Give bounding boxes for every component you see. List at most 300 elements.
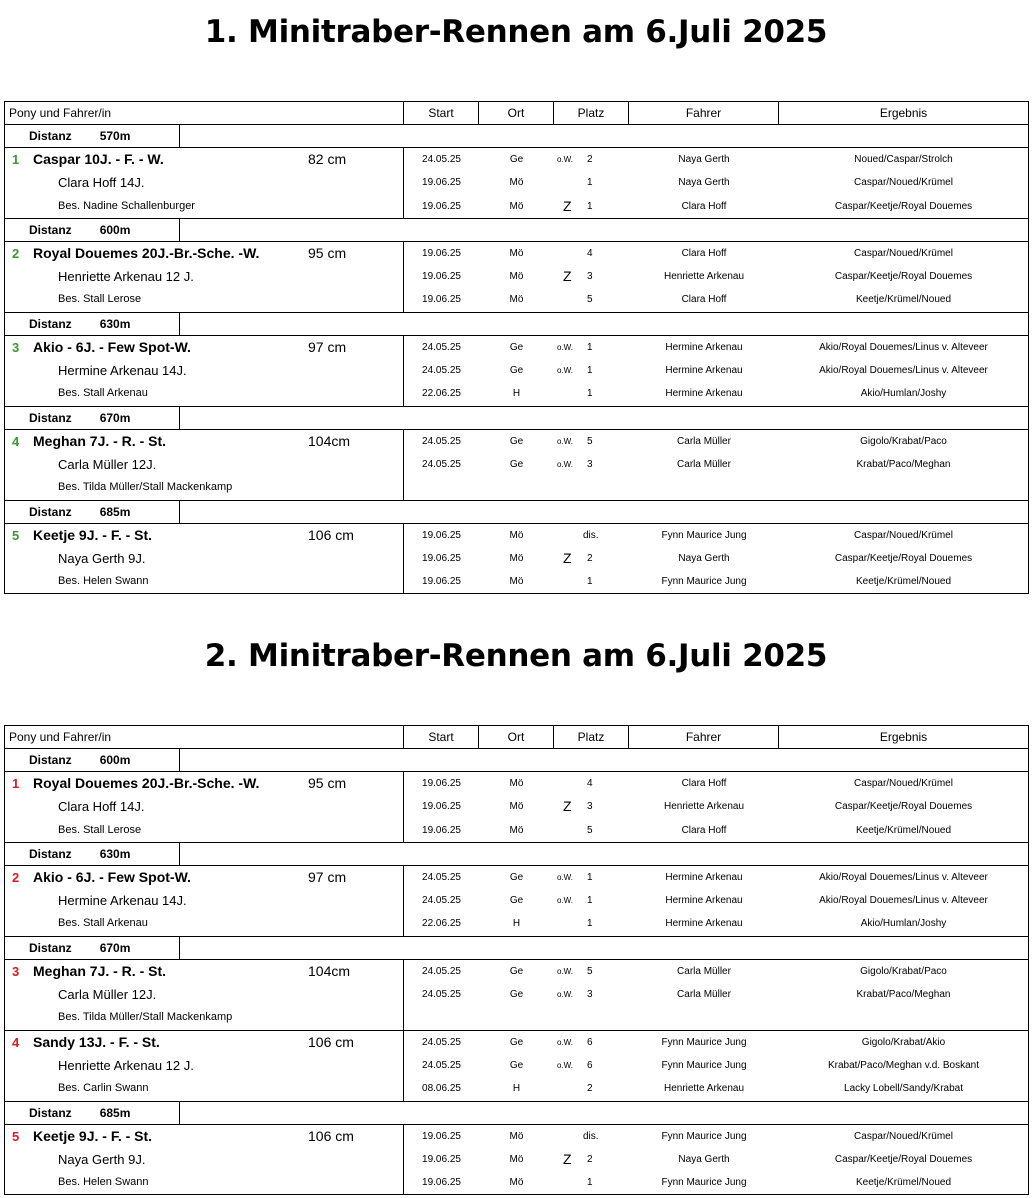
distance-label: Distanz xyxy=(29,222,72,237)
run-row xyxy=(404,960,1028,983)
distance-cell xyxy=(5,937,180,959)
pony-line xyxy=(5,960,403,983)
run-list xyxy=(404,960,1028,1030)
pony-line xyxy=(5,148,403,171)
pony-line xyxy=(5,866,403,889)
run-flag: o.W. xyxy=(557,459,574,469)
pony-size: 82 cm xyxy=(308,151,347,167)
run-row xyxy=(404,1054,1028,1077)
start-number: 3 xyxy=(12,339,20,355)
pony-entry xyxy=(5,960,1028,1031)
pony-name: Keetje 9J. - F. - St. xyxy=(33,526,153,543)
run-ort: Ge xyxy=(509,365,524,377)
run-row xyxy=(404,866,1028,889)
run-start: 24.05.25 xyxy=(422,365,461,377)
run-ergebnis: Krabat/Paco/Meghan xyxy=(856,458,951,470)
run-row xyxy=(404,148,1028,171)
run-fahrer: Hermine Arkenau xyxy=(665,365,743,377)
run-ort: Mö xyxy=(509,1177,524,1189)
run-row xyxy=(404,912,1028,935)
run-fahrer: Naya Gerth xyxy=(678,552,730,564)
pony-name: Akio - 6J. - Few Spot-W. xyxy=(33,338,191,355)
run-ergebnis: Caspar/Noued/Krümel xyxy=(854,529,953,541)
run-start: 24.05.25 xyxy=(422,1059,461,1071)
start-number: 4 xyxy=(12,1034,20,1050)
run-ort: H xyxy=(512,918,521,930)
run-row xyxy=(404,359,1028,382)
pony-size: 106 cm xyxy=(308,1033,354,1050)
run-platz-cell xyxy=(554,819,629,842)
start-number: 1 xyxy=(12,776,20,791)
run-start: 24.05.25 xyxy=(422,154,461,165)
run-row xyxy=(404,171,1028,194)
run-ort: Mö xyxy=(509,200,524,212)
distance-value: 600m xyxy=(99,753,131,767)
run-list xyxy=(404,866,1028,936)
run-row xyxy=(404,772,1028,795)
run-fahrer: Clara Hoff xyxy=(681,200,727,212)
distance-value: 685m xyxy=(99,504,131,519)
run-fahrer: Naya Gerth xyxy=(678,154,730,165)
run-fahrer: Clara Hoff xyxy=(681,778,727,789)
run-ergebnis: Keetje/Krümel/Noued xyxy=(855,824,952,836)
run-platz: 5 xyxy=(587,965,593,977)
distance-value: 670m xyxy=(99,410,131,425)
run-row xyxy=(404,547,1028,570)
run-ort: Ge xyxy=(509,1059,524,1071)
distance-value: 570m xyxy=(99,129,131,143)
run-platz: 6 xyxy=(587,1036,593,1048)
run-platz-cell xyxy=(554,430,629,453)
run-platz-cell xyxy=(554,866,629,889)
run-fahrer: Henriette Arkenau xyxy=(663,1083,745,1095)
run-ergebnis: Caspar/Keetje/Royal Douemes xyxy=(834,1153,973,1165)
run-start: 24.05.25 xyxy=(422,435,461,447)
pony-cell xyxy=(5,242,404,312)
run-platz: 5 xyxy=(587,824,593,836)
distance-row xyxy=(5,749,1028,772)
run-list xyxy=(404,148,1028,218)
run-ergebnis: Krabat/Paco/Meghan xyxy=(856,989,951,1001)
pony-line xyxy=(5,242,403,265)
run-platz: 3 xyxy=(587,989,593,1001)
run-fahrer: Naya Gerth xyxy=(678,177,730,189)
run-flag: o.W. xyxy=(557,436,574,446)
run-fahrer: Carla Müller xyxy=(677,965,731,977)
run-row xyxy=(404,795,1028,818)
run-start: 24.05.25 xyxy=(422,458,461,470)
run-flag: o.W. xyxy=(557,1060,574,1070)
run-fahrer: Fynn Maurice Jung xyxy=(661,529,747,541)
run-platz: 5 xyxy=(587,294,593,306)
pony-name: Meghan 7J. - R. - St. xyxy=(33,962,167,979)
run-ergebnis: Gigolo/Krabat/Paco xyxy=(860,965,947,977)
owner-name: Bes. Stall Lerose xyxy=(58,823,142,836)
run-row xyxy=(404,430,1028,453)
run-ort: Mö xyxy=(509,271,524,283)
distance-value: 630m xyxy=(99,316,131,331)
run-ort: Mö xyxy=(509,1153,524,1165)
run-flag: Z xyxy=(563,197,572,214)
run-row xyxy=(404,819,1028,842)
run-platz-cell xyxy=(554,1077,629,1100)
run-fahrer: Fynn Maurice Jung xyxy=(661,1177,747,1189)
race-title: 2. Minitraber-Rennen am 6.Juli 2025 xyxy=(204,638,828,674)
run-start: 24.05.25 xyxy=(422,341,461,353)
run-platz-cell xyxy=(554,148,629,171)
pony-entry xyxy=(5,336,1028,407)
start-number: 5 xyxy=(12,527,20,543)
distance-label: Distanz xyxy=(29,316,72,331)
run-flag: o.W. xyxy=(557,155,574,164)
pony-cell xyxy=(5,866,404,936)
run-ort: Ge xyxy=(509,965,524,977)
run-platz-cell xyxy=(554,382,629,405)
pony-name: Royal Douemes 20J.-Br.-Sche. -W. xyxy=(33,244,260,261)
driver-name: Clara Hoff 14J. xyxy=(58,175,145,191)
run-start: 19.06.25 xyxy=(422,1130,461,1142)
run-fahrer: Hermine Arkenau xyxy=(665,871,743,883)
header-pony: Pony und Fahrer/in xyxy=(5,726,404,748)
run-platz: 2 xyxy=(587,1083,593,1095)
header-ort: Ort xyxy=(479,102,554,124)
pony-cell xyxy=(5,960,404,1030)
run-fahrer: Clara Hoff xyxy=(681,247,727,259)
run-ort: H xyxy=(512,388,521,400)
run-ort: Mö xyxy=(509,552,524,564)
run-platz-cell xyxy=(554,795,629,818)
distance-label: Distanz xyxy=(29,753,72,767)
run-ort: Mö xyxy=(509,824,524,836)
run-ort: Ge xyxy=(509,1036,524,1048)
run-fahrer: Hermine Arkenau xyxy=(665,388,743,400)
pony-name: Sandy 13J. - F. - St. xyxy=(33,1033,160,1050)
run-ergebnis: Akio/Humlan/Joshy xyxy=(860,388,947,400)
run-ergebnis: Akio/Royal Douemes/Linus v. Alteveer xyxy=(819,341,988,353)
pony-name: Caspar 10J. - F. - W. xyxy=(33,151,164,167)
run-start: 19.06.25 xyxy=(422,552,461,564)
owner-name: Bes. Helen Swann xyxy=(58,575,149,588)
pony-size: 97 cm xyxy=(308,868,347,885)
pony-line xyxy=(5,336,403,359)
run-platz-cell xyxy=(554,288,629,311)
run-ort: Ge xyxy=(509,154,524,165)
run-ergebnis: Akio/Royal Douemes/Linus v. Alteveer xyxy=(819,871,988,883)
driver-name: Naya Gerth 9J. xyxy=(58,1151,146,1167)
pony-cell xyxy=(5,336,404,406)
run-row xyxy=(404,570,1028,593)
distance-cell xyxy=(5,125,180,147)
pony-line xyxy=(5,1125,403,1148)
pony-entry xyxy=(5,148,1028,219)
distance-label: Distanz xyxy=(29,1105,72,1120)
run-ort: Mö xyxy=(509,529,524,541)
run-flag: o.W. xyxy=(557,872,574,882)
run-row xyxy=(404,1171,1028,1194)
run-ort: Mö xyxy=(509,177,524,189)
run-start: 19.06.25 xyxy=(422,778,461,789)
run-fahrer: Carla Müller xyxy=(677,435,731,447)
run-platz: 1 xyxy=(587,365,593,377)
run-platz: 1 xyxy=(587,200,593,212)
run-start: 19.06.25 xyxy=(422,529,461,541)
run-ort: Mö xyxy=(509,1130,524,1142)
run-list xyxy=(404,430,1028,500)
distance-value: 600m xyxy=(99,222,131,237)
run-start: 19.06.25 xyxy=(422,576,461,588)
distance-row xyxy=(5,1102,1028,1125)
run-start: 19.06.25 xyxy=(422,177,461,189)
run-list xyxy=(404,1031,1028,1101)
run-row xyxy=(404,242,1028,265)
run-flag: o.W. xyxy=(557,896,574,906)
run-platz-cell xyxy=(554,336,629,359)
run-start: 08.06.25 xyxy=(422,1083,461,1095)
run-ort: Mö xyxy=(509,778,524,789)
run-platz-cell xyxy=(554,570,629,593)
run-ergebnis: Akio/Royal Douemes/Linus v. Alteveer xyxy=(819,365,988,377)
owner-name: Bes. Tilda Müller/Stall Mackenkamp xyxy=(58,1011,233,1024)
distance-cell xyxy=(5,219,180,241)
run-platz: 1 xyxy=(587,341,593,353)
run-platz-cell xyxy=(554,960,629,983)
run-platz-cell xyxy=(554,983,629,1006)
pony-entry xyxy=(5,1031,1028,1102)
run-ergebnis: Noued/Caspar/Strolch xyxy=(854,154,953,165)
table-header xyxy=(5,102,1028,125)
pony-size: 104cm xyxy=(308,432,351,449)
run-fahrer: Clara Hoff xyxy=(681,824,727,836)
run-fahrer: Hermine Arkenau xyxy=(665,895,743,907)
distance-label: Distanz xyxy=(29,940,72,955)
header-fahrer: Fahrer xyxy=(629,726,779,748)
run-platz: 5 xyxy=(587,435,593,447)
race-title: 1. Minitraber-Rennen am 6.Juli 2025 xyxy=(204,14,828,50)
run-row xyxy=(404,889,1028,912)
run-platz-cell xyxy=(554,912,629,935)
run-ergebnis: Gigolo/Krabat/Akio xyxy=(861,1036,946,1048)
header-platz: Platz xyxy=(554,102,629,124)
run-start: 19.06.25 xyxy=(422,247,461,259)
pony-entry xyxy=(5,524,1028,594)
distance-row xyxy=(5,407,1028,430)
run-fahrer: Hermine Arkenau xyxy=(665,341,743,353)
run-platz-cell xyxy=(554,195,629,218)
run-ort: Ge xyxy=(509,458,524,470)
run-platz-cell xyxy=(554,171,629,194)
run-flag: o.W. xyxy=(557,366,574,376)
run-flag: o.W. xyxy=(557,342,574,352)
distance-row xyxy=(5,219,1028,242)
distance-row xyxy=(5,501,1028,524)
header-fahrer: Fahrer xyxy=(629,102,779,124)
run-ort: Ge xyxy=(509,895,524,907)
owner-name: Bes. Stall Arkenau xyxy=(58,917,148,930)
driver-name: Carla Müller 12J. xyxy=(58,456,157,472)
distance-cell xyxy=(5,407,180,429)
run-row xyxy=(404,265,1028,288)
run-platz: dis. xyxy=(583,1130,599,1142)
run-fahrer: Clara Hoff xyxy=(681,294,727,306)
pony-name: Keetje 9J. - F. - St. xyxy=(33,1127,153,1144)
run-fahrer: Hermine Arkenau xyxy=(665,918,743,930)
run-ergebnis: Caspar/Noued/Krümel xyxy=(854,778,953,789)
run-fahrer: Fynn Maurice Jung xyxy=(661,1130,747,1142)
pony-cell xyxy=(5,1031,404,1101)
pony-size: 106 cm xyxy=(308,526,354,543)
pony-entry xyxy=(5,772,1028,843)
distance-row xyxy=(5,313,1028,336)
pony-entry xyxy=(5,430,1028,501)
distance-value: 685m xyxy=(99,1105,131,1120)
owner-name: Bes. Helen Swann xyxy=(58,1176,149,1189)
run-ort: Ge xyxy=(509,989,524,1001)
run-ort: Mö xyxy=(509,801,524,813)
run-platz-cell xyxy=(554,889,629,912)
run-list xyxy=(404,524,1028,594)
run-start: 24.05.25 xyxy=(422,1036,461,1048)
run-row xyxy=(404,195,1028,218)
run-fahrer: Carla Müller xyxy=(677,989,731,1001)
driver-name: Carla Müller 12J. xyxy=(58,987,157,1003)
run-platz: 1 xyxy=(587,1177,593,1189)
run-fahrer: Fynn Maurice Jung xyxy=(661,1059,747,1071)
run-platz: 1 xyxy=(587,871,593,883)
header-start: Start xyxy=(404,102,479,124)
distance-cell xyxy=(5,843,180,865)
run-platz-cell xyxy=(554,1171,629,1194)
pony-cell xyxy=(5,524,404,594)
race-table xyxy=(4,725,1029,1195)
distance-row xyxy=(5,937,1028,960)
run-row xyxy=(404,453,1028,476)
run-row xyxy=(404,524,1028,547)
run-start: 19.06.25 xyxy=(422,1153,461,1165)
owner-name: Bes. Nadine Schallenburger xyxy=(58,199,195,212)
owner-name: Bes. Stall Lerose xyxy=(58,293,142,306)
distance-value: 670m xyxy=(99,940,131,955)
distance-cell xyxy=(5,1102,180,1124)
driver-name: Hermine Arkenau 14J. xyxy=(58,363,187,379)
run-fahrer: Fynn Maurice Jung xyxy=(661,1036,747,1048)
header-ort: Ort xyxy=(479,726,554,748)
pony-cell xyxy=(5,148,404,218)
run-ort: Ge xyxy=(509,435,524,447)
run-ort: Ge xyxy=(509,341,524,353)
run-row xyxy=(404,1077,1028,1100)
run-platz-cell xyxy=(554,1054,629,1077)
pony-line xyxy=(5,1031,403,1054)
run-start: 24.05.25 xyxy=(422,989,461,1001)
distance-label: Distanz xyxy=(29,846,72,861)
run-platz: 1 xyxy=(587,895,593,907)
start-number: 2 xyxy=(12,869,20,885)
run-row xyxy=(404,288,1028,311)
header-pony: Pony und Fahrer/in xyxy=(5,102,404,124)
owner-name: Bes. Tilda Müller/Stall Mackenkamp xyxy=(58,481,233,494)
pony-entry xyxy=(5,242,1028,313)
distance-row xyxy=(5,843,1028,866)
run-fahrer: Carla Müller xyxy=(677,458,731,470)
pony-name: Royal Douemes 20J.-Br.-Sche. -W. xyxy=(33,775,260,791)
run-platz-cell xyxy=(554,547,629,570)
table-header xyxy=(5,726,1028,749)
race-table xyxy=(4,101,1029,594)
header-ergebnis: Ergebnis xyxy=(879,106,928,120)
distance-row xyxy=(5,125,1028,148)
run-fahrer: Henriette Arkenau xyxy=(663,271,745,283)
owner-name: Bes. Carlin Swann xyxy=(58,1082,149,1095)
run-ergebnis: Caspar/Noued/Krümel xyxy=(854,247,953,259)
run-list xyxy=(404,772,1028,842)
run-platz-cell xyxy=(554,1031,629,1054)
run-platz-cell xyxy=(554,453,629,476)
run-platz: 6 xyxy=(587,1059,593,1071)
pony-entry xyxy=(5,1125,1028,1195)
run-row xyxy=(404,1031,1028,1054)
run-ort: Mö xyxy=(509,294,524,306)
run-start: 24.05.25 xyxy=(422,965,461,977)
run-list xyxy=(404,1125,1028,1195)
run-platz-cell xyxy=(554,242,629,265)
run-start: 24.05.25 xyxy=(422,871,461,883)
run-platz-cell xyxy=(554,524,629,547)
run-ort: H xyxy=(512,1083,521,1095)
run-start: 22.06.25 xyxy=(422,918,461,930)
run-platz: dis. xyxy=(583,529,599,541)
run-platz: 3 xyxy=(587,271,593,283)
run-list xyxy=(404,336,1028,406)
run-platz-cell xyxy=(554,772,629,795)
pony-size: 104cm xyxy=(308,962,351,979)
distance-cell xyxy=(5,749,180,771)
distance-cell xyxy=(5,501,180,523)
run-flag: Z xyxy=(563,268,572,285)
distance-value: 630m xyxy=(99,846,131,861)
run-platz: 1 xyxy=(587,177,593,189)
pony-line xyxy=(5,430,403,453)
run-ergebnis: Keetje/Krümel/Noued xyxy=(855,1177,952,1189)
run-ergebnis: Caspar/Keetje/Royal Douemes xyxy=(834,200,973,212)
run-start: 19.06.25 xyxy=(422,294,461,306)
run-platz: 3 xyxy=(587,801,593,813)
run-fahrer: Naya Gerth xyxy=(678,1153,730,1165)
pony-size: 106 cm xyxy=(308,1127,354,1144)
distance-cell xyxy=(5,313,180,335)
pony-entry xyxy=(5,866,1028,937)
run-ergebnis: Caspar/Keetje/Royal Douemes xyxy=(834,801,973,813)
run-ort: Mö xyxy=(509,247,524,259)
run-ort: Ge xyxy=(509,871,524,883)
pony-name: Meghan 7J. - R. - St. xyxy=(33,432,167,449)
start-number: 5 xyxy=(12,1128,20,1144)
pony-name: Akio - 6J. - Few Spot-W. xyxy=(33,868,191,885)
owner-name: Bes. Stall Arkenau xyxy=(58,387,148,400)
run-ergebnis: Gigolo/Krabat/Paco xyxy=(860,435,947,447)
run-platz: 2 xyxy=(587,1153,593,1165)
run-platz: 4 xyxy=(587,247,593,259)
driver-name: Clara Hoff 14J. xyxy=(58,799,145,815)
run-ergebnis: Keetje/Krümel/Noued xyxy=(855,576,952,588)
run-ergebnis: Caspar/Keetje/Royal Douemes xyxy=(834,271,973,283)
pony-cell xyxy=(5,430,404,500)
run-row xyxy=(404,1125,1028,1148)
pony-line xyxy=(5,524,403,547)
driver-name: Henriette Arkenau 12 J. xyxy=(58,269,194,285)
run-start: 19.06.25 xyxy=(422,271,461,283)
run-platz-cell xyxy=(554,1148,629,1171)
distance-label: Distanz xyxy=(29,410,72,425)
